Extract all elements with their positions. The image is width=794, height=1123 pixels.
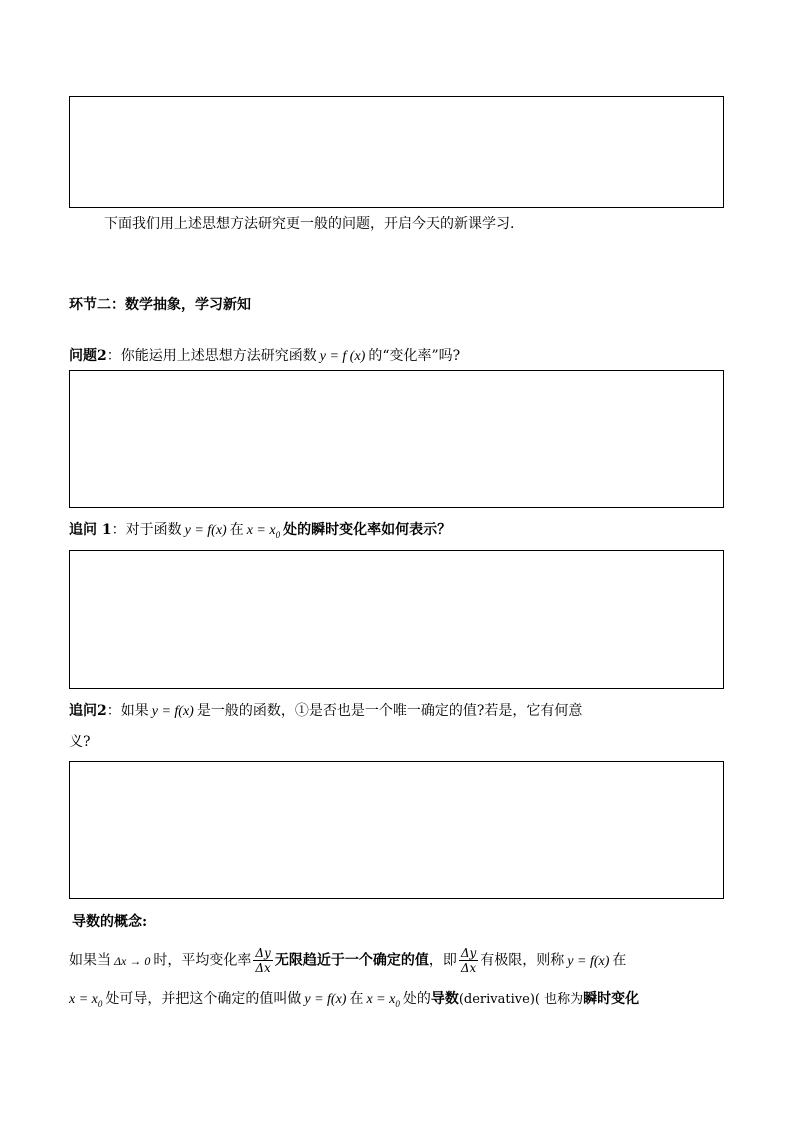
concept-l1-t4: 有极限，则称 — [480, 952, 565, 969]
concept-l1-t5: 在 — [612, 952, 627, 969]
concept-heading: 导数的概念: — [72, 914, 148, 930]
question2-text-after: 的“变化率”吗? — [368, 348, 461, 364]
section2-heading: 环节二：数学抽象，学习新知 — [69, 297, 251, 313]
concept-l2-m3 — [366, 992, 399, 1007]
followup1-m2 — [247, 523, 280, 538]
followup1-label: 追问 1 — [69, 522, 112, 538]
question2 — [69, 346, 460, 367]
followup2-t1: ：如果 — [106, 703, 149, 719]
answer-box-2[interactable] — [69, 370, 724, 508]
concept-fraction-1 — [253, 946, 272, 975]
answer-box-3[interactable] — [69, 550, 724, 689]
answer-box-4[interactable] — [69, 761, 724, 899]
followup2-line2: 义? — [69, 734, 91, 750]
fraction-numerator: Δy — [255, 946, 271, 960]
followup1-t1: ：对于函数 — [111, 522, 182, 538]
answer-box-1[interactable] — [69, 96, 724, 208]
intro-text: 下面我们用上述思想方法研究更一般的问题，开启今天的新课学习. — [104, 216, 515, 232]
concept-l1-t1: 如果当 — [69, 952, 111, 969]
concept-l1-m2: y = f(x) — [567, 953, 610, 969]
concept-l1-b1: 无限趋近于一个确定的值 — [274, 952, 429, 969]
concept-fraction-2 — [459, 946, 478, 975]
followup2 — [69, 701, 582, 722]
concept-line2 — [69, 989, 639, 1014]
followup1-t3: 处的瞬时变化率如何表示？ — [283, 522, 452, 538]
followup1-m1: y = f(x) — [184, 523, 227, 538]
fraction-numerator: Δy — [460, 946, 477, 960]
followup2-m1: y = f(x) — [151, 704, 194, 719]
followup1-t2: 在 — [229, 522, 244, 538]
concept-l2-t3: 处的 — [402, 991, 431, 1007]
concept-l2-m1-text: x = x — [69, 992, 98, 1007]
concept-line1 — [69, 946, 626, 976]
question2-label: 问题2 — [69, 348, 107, 364]
concept-l2-t2: 在 — [349, 991, 364, 1007]
concept-l2-t4: (derivative)( 也称为 — [458, 992, 584, 1007]
followup1-sub: 0 — [275, 529, 281, 540]
concept-l1-t3: ，即 — [428, 952, 457, 969]
followup1 — [69, 520, 451, 545]
fraction-denominator: Δx — [460, 961, 477, 975]
concept-l2-m2: y = f(x) — [304, 992, 347, 1007]
concept-l2-sub1: 0 — [97, 998, 103, 1009]
concept-l2-m3-text: x = x — [366, 992, 396, 1007]
followup2-label: 追问2 — [69, 703, 107, 719]
followup2-t2: 是一般的函数，①是否也是一个唯一确定的值?若是，它有何意 — [196, 703, 583, 719]
concept-l2-sub2: 0 — [395, 998, 400, 1009]
concept-l1-m1: Δx → 0 — [114, 953, 151, 968]
question2-math: y = f (x) — [319, 349, 366, 364]
concept-l2-b1: 导数 — [430, 991, 459, 1007]
concept-l1-t2: 时，平均变化率 — [153, 952, 252, 969]
question2-text-before: ：你能运用上述思想方法研究函数 — [106, 348, 317, 364]
concept-l2-b2: 瞬时变化 — [583, 991, 640, 1007]
followup1-m2-text: x = x — [246, 523, 276, 538]
concept-l2-m1 — [69, 992, 102, 1007]
concept-l2-t1: 处可导，并把这个确定的值叫做 — [105, 991, 302, 1007]
fraction-denominator: Δx — [255, 961, 271, 975]
